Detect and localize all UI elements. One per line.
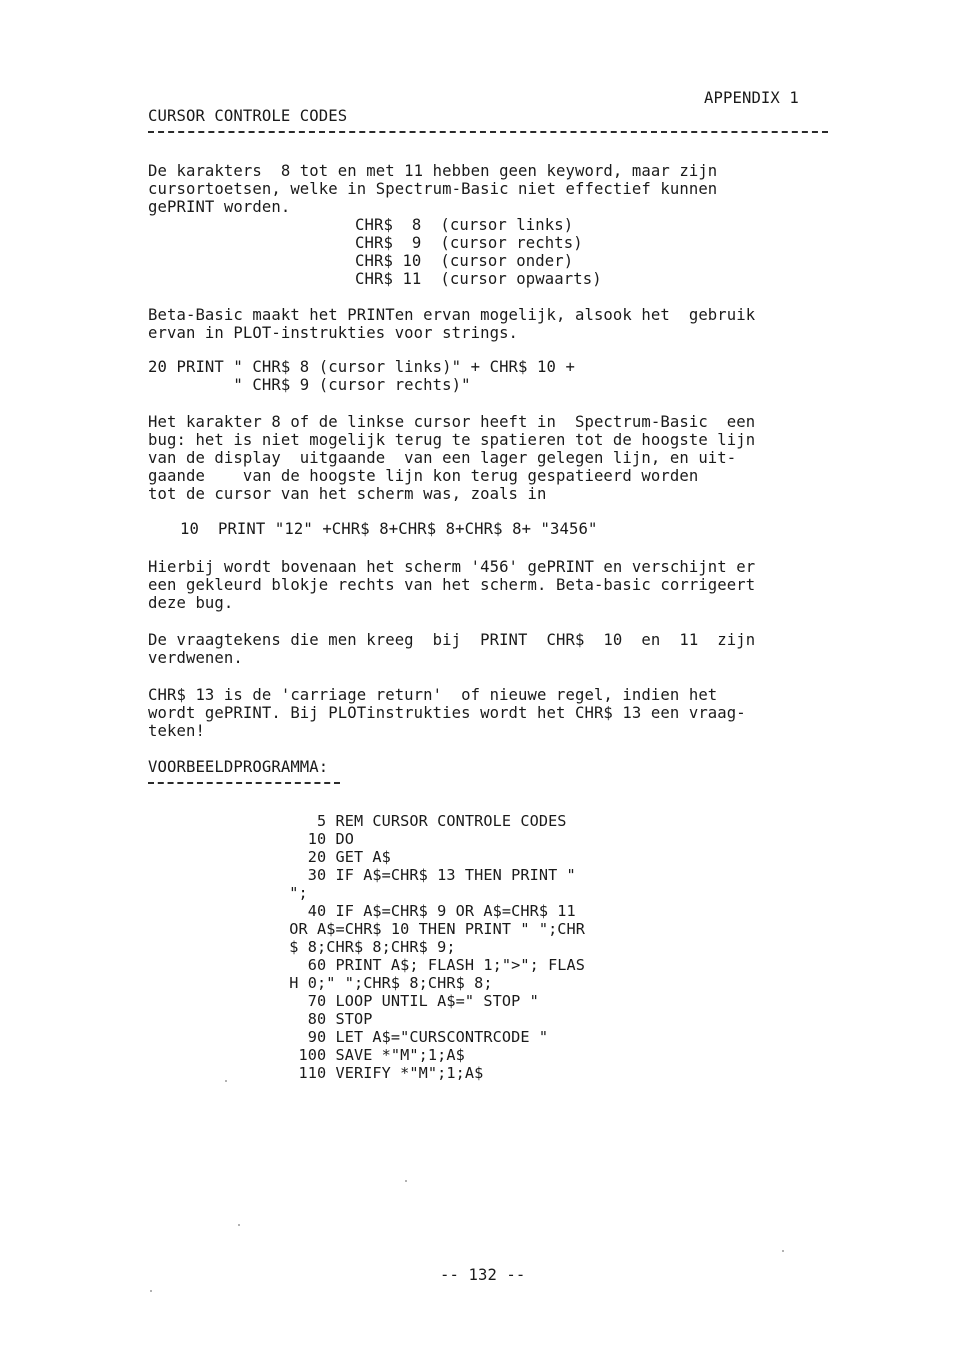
program-heading-underline	[148, 782, 340, 784]
bug-line: Het karakter 8 of de linkse cursor heeft in Spectrum-Basic een	[148, 413, 756, 431]
program-line: 60 PRINT A$; FLASH 1;">"; FLAS	[280, 956, 586, 974]
bug-line: gaande van de hoogste lijn kon terug gespatieerd worden	[148, 467, 699, 485]
program-line: 40 IF A$=CHR$ 9 OR A$=CHR$ 11	[280, 902, 576, 920]
program-line: 80 STOP	[280, 1010, 373, 1028]
scan-speck	[782, 1250, 784, 1252]
chr13-line: teken!	[148, 722, 205, 740]
chr-table-row: CHR$ 8 (cursor links)	[355, 216, 574, 234]
chr-table-row: CHR$ 9 (cursor rechts)	[355, 234, 583, 252]
program-heading: VOORBEELDPROGRAMMA:	[148, 758, 329, 776]
program-line: 20 GET A$	[280, 848, 391, 866]
program-line: $ 8;CHR$ 8;CHR$ 9;	[280, 938, 456, 956]
vraag-line: verdwenen.	[148, 649, 243, 667]
chr13-line: wordt gePRINT. Bij PLOTinstrukties wordt het CHR$ 13 een vraag-	[148, 704, 746, 722]
program-line: OR A$=CHR$ 10 THEN PRINT " ";CHR	[280, 920, 586, 938]
program-line: 110 VERIFY *"M";1;A$	[280, 1064, 484, 1082]
section-title: CURSOR CONTROLE CODES	[148, 107, 348, 125]
chr-table-row: CHR$ 10 (cursor onder)	[355, 252, 574, 270]
intro-line: De karakters 8 tot en met 11 hebben geen keyword, maar zijn	[148, 162, 718, 180]
beta-line: Beta-Basic maakt het PRINTen ervan mogelijk, alsook het gebruik	[148, 306, 756, 324]
scan-speck	[405, 1180, 407, 1182]
program-line: H 0;" ";CHR$ 8;CHR$ 8;	[280, 974, 493, 992]
beta-line: ervan in PLOT-instrukties voor strings.	[148, 324, 519, 342]
bug-line: van de display uitgaande van een lager gelegen lijn, en uit-	[148, 449, 737, 467]
scan-speck	[225, 1080, 227, 1082]
program-line: 5 REM CURSOR CONTROLE CODES	[280, 812, 567, 830]
program-line: 30 IF A$=CHR$ 13 THEN PRINT "	[280, 866, 576, 884]
intro-line: gePRINT worden.	[148, 198, 291, 216]
bug-line: bug: het is niet mogelijk terug te spatieren tot de hoogste lijn	[148, 431, 756, 449]
title-divider	[148, 131, 828, 133]
appendix-label: APPENDIX 1	[704, 89, 799, 107]
hierbij-line: deze bug.	[148, 594, 234, 612]
scan-speck	[150, 1290, 152, 1292]
example-code-line: 10 PRINT "12" +CHR$ 8+CHR$ 8+CHR$ 8+ "3456"	[180, 520, 598, 538]
hierbij-line: een gekleurd blokje rechts van het scherm. Beta-basic corrigeert	[148, 576, 756, 594]
scan-speck	[238, 1224, 240, 1226]
chr13-line: CHR$ 13 is de 'carriage return' of nieuwe regel, indien het	[148, 686, 718, 704]
vraag-line: De vraagtekens die men kreeg bij PRINT CHR$ 10 en 11 zijn	[148, 631, 756, 649]
bug-line: tot de cursor van het scherm was, zoals in	[148, 485, 547, 503]
hierbij-line: Hierbij wordt bovenaan het scherm '456' gePRINT en verschijnt er	[148, 558, 756, 576]
example-code-line: 20 PRINT " CHR$ 8 (cursor links)" + CHR$ 10 +	[148, 358, 575, 376]
program-line: 70 LOOP UNTIL A$=" STOP "	[280, 992, 539, 1010]
example-code-line: " CHR$ 9 (cursor rechts)"	[148, 376, 471, 394]
intro-line: cursortoetsen, welke in Spectrum-Basic niet effectief kunnen	[148, 180, 718, 198]
program-line: 10 DO	[280, 830, 354, 848]
program-line: 100 SAVE *"M";1;A$	[280, 1046, 465, 1064]
program-line: ";	[280, 884, 308, 902]
chr-table-row: CHR$ 11 (cursor opwaarts)	[355, 270, 602, 288]
program-line: 90 LET A$="CURSCONTRCODE "	[280, 1028, 549, 1046]
page-number: -- 132 --	[440, 1266, 526, 1284]
